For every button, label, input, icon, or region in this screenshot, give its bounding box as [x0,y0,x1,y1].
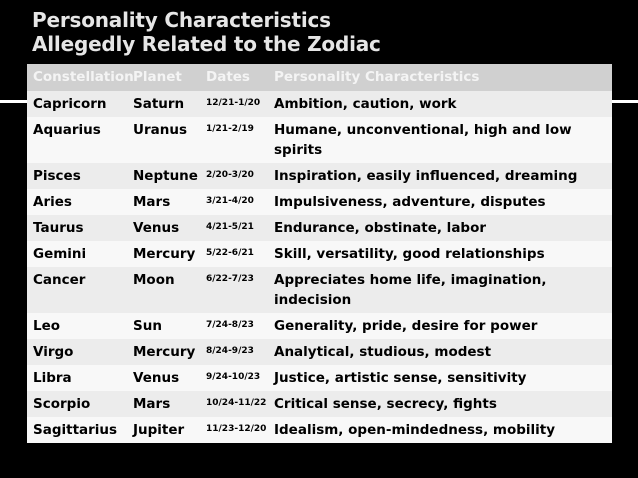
cell-constellation: Scorpio [33,396,91,412]
cell-dates: 4/21-5/21 [206,222,254,232]
cell-characteristics: Analytical, studious, modest [274,344,492,360]
cell-planet: Mercury [133,344,196,360]
table-row [27,391,612,417]
slide-title-line-2: Allegedly Related to the Zodiac [32,32,381,56]
cell-characteristics: Endurance, obstinate, labor [274,220,487,236]
slide-title [32,8,381,56]
cell-planet: Mars [133,396,171,412]
cell-constellation: Sagittarius [33,422,118,438]
cell-characteristics: Justice, artistic sense, sensitivity [274,370,527,386]
cell-planet: Mars [133,194,171,210]
cell-planet: Jupiter [133,422,185,438]
cell-planet: Venus [133,370,180,386]
cell-constellation: Pisces [33,168,81,184]
table-row [27,267,612,313]
cell-planet: Uranus [133,122,187,138]
cell-dates: 3/21-4/20 [206,196,254,206]
cell-dates: 9/24-10/23 [206,372,261,382]
cell-characteristics: Appreciates home life, imagination, indecision [274,272,547,308]
cell-dates: 8/24-9/23 [206,346,254,356]
cell-dates: 11/23-12/20 [206,424,267,434]
cell-dates: 1/21-2/19 [206,124,254,134]
cell-planet: Moon [133,272,175,288]
table-row [27,215,612,241]
table-row [27,365,612,391]
cell-planet: Neptune [133,168,198,184]
cell-dates: 5/22-6/21 [206,248,254,258]
slide-title-line-1: Personality Characteristics [32,8,331,32]
cell-characteristics: Inspiration, easily influenced, dreaming [274,168,578,184]
cell-characteristics: Ambition, caution, work [274,96,457,112]
cell-constellation: Aquarius [33,122,101,138]
cell-constellation: Aries [33,194,72,210]
divider-right [612,100,638,103]
cell-constellation: Leo [33,318,61,334]
cell-planet: Mercury [133,246,196,262]
header-planet: Planet [133,69,182,85]
table-row [27,241,612,267]
table-row [27,313,612,339]
cell-planet: Saturn [133,96,185,112]
header-constellation: Constellation [33,69,134,85]
divider-left [0,100,27,103]
cell-constellation: Virgo [33,344,74,360]
table-row [27,417,612,443]
cell-constellation: Cancer [33,272,86,288]
cell-characteristics: Critical sense, secrecy, fights [274,396,497,412]
cell-planet: Venus [133,220,180,236]
table-row [27,163,612,189]
cell-dates: 10/24-11/22 [206,398,267,408]
cell-dates: 6/22-7/23 [206,274,254,284]
cell-dates: 2/20-3/20 [206,170,254,180]
cell-planet: Sun [133,318,162,334]
table-row [27,91,612,117]
header-personality: Personality Characteristics [274,69,480,85]
cell-constellation: Taurus [33,220,84,236]
cell-constellation: Capricorn [33,96,107,112]
table-row [27,189,612,215]
cell-characteristics: Idealism, open-mindedness, mobility [274,422,556,438]
cell-characteristics: Generality, pride, desire for power [274,318,538,334]
cell-characteristics: Humane, unconventional, high and low spirits [274,122,572,158]
header-dates: Dates [206,69,250,85]
cell-constellation: Libra [33,370,72,386]
table-header-row [27,64,612,91]
cell-constellation: Gemini [33,246,87,262]
cell-dates: 7/24-8/23 [206,320,254,330]
table-row [27,117,612,163]
zodiac-table [27,64,612,443]
cell-characteristics: Skill, versatility, good relationships [274,246,545,262]
cell-dates: 12/21-1/20 [206,98,261,108]
table-row [27,339,612,365]
cell-characteristics: Impulsiveness, adventure, disputes [274,194,546,210]
